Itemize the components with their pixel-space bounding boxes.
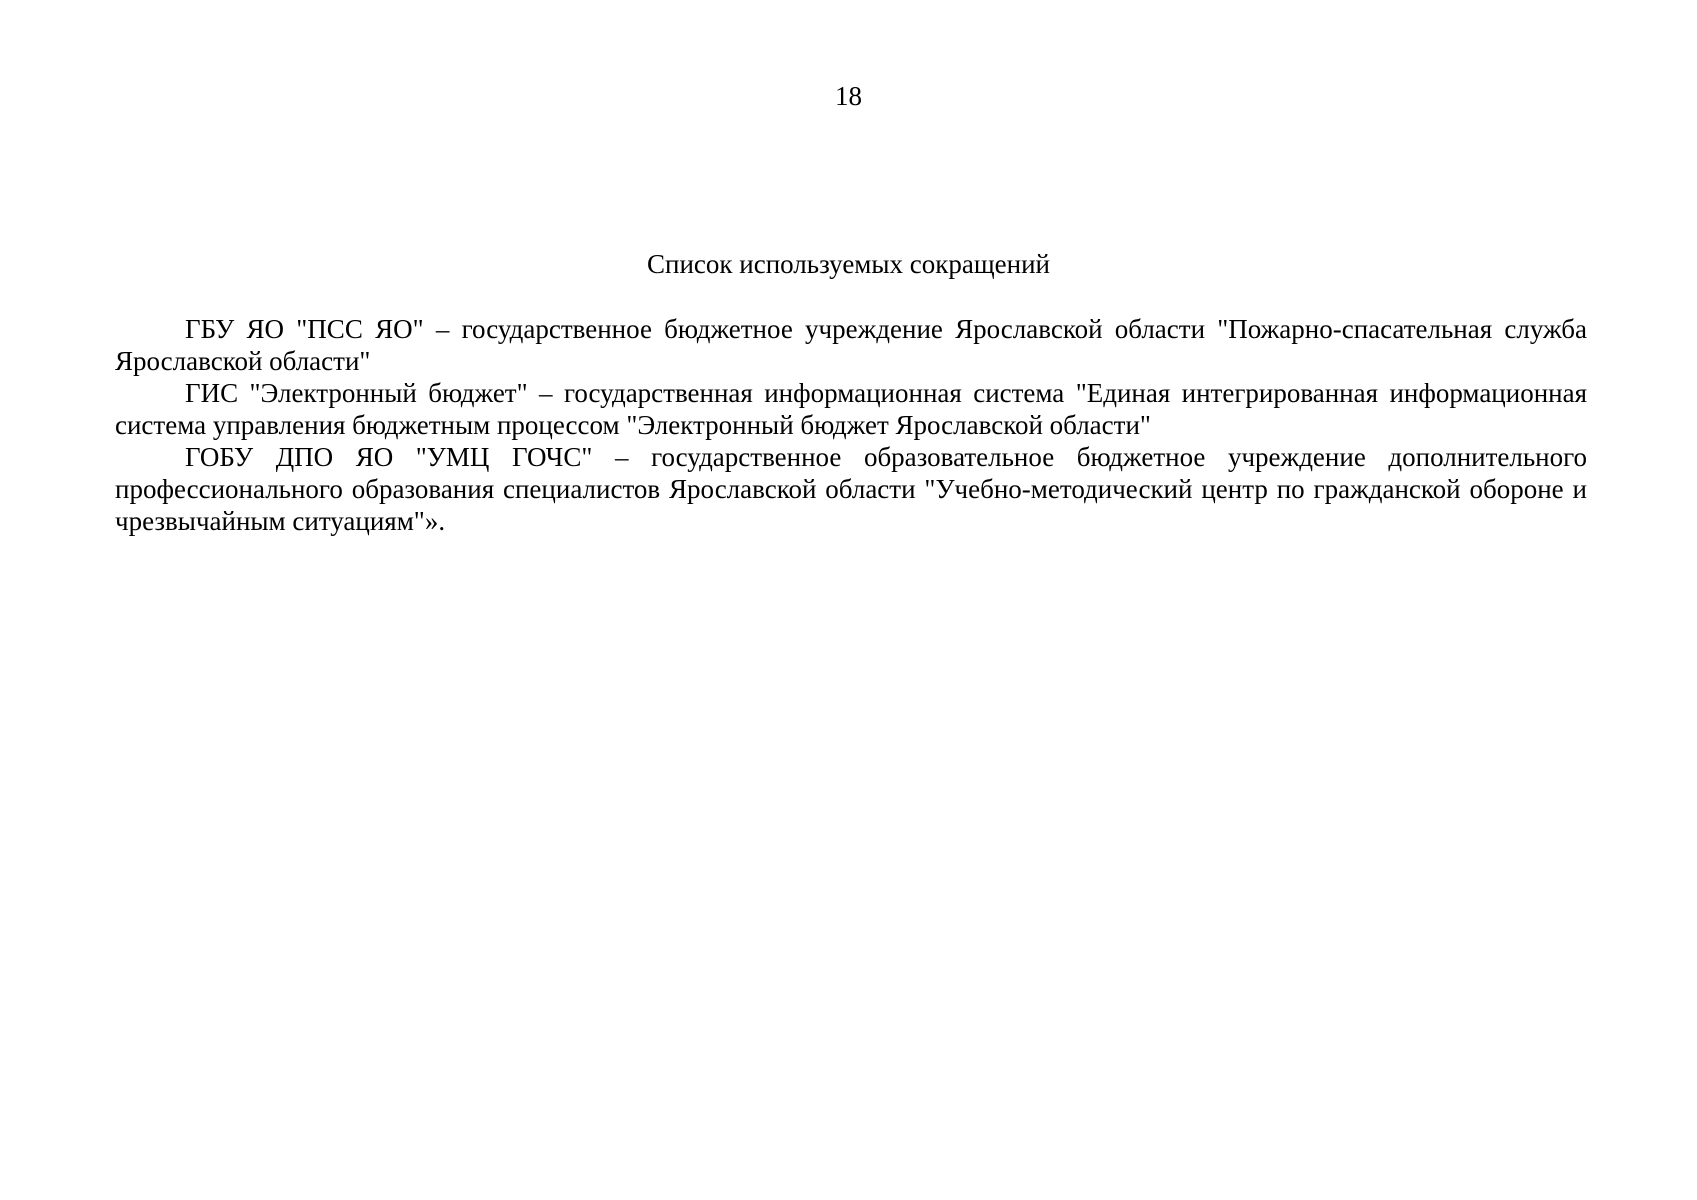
abbreviation-entry xyxy=(115,377,1587,441)
abbreviation-dash: – xyxy=(435,314,450,344)
abbreviation-list xyxy=(115,313,1587,537)
abbreviation-entry xyxy=(115,441,1587,537)
abbreviation-term: ГОБУ ДПО ЯО "УМЦ ГОЧС" xyxy=(185,442,593,472)
abbreviation-definition: государственное образовательное бюджетное учреждение дополнительного профессионального образования специалистов Ярославской области "Учебно-методический центр по гражданской обороне и чрезвычайным ситуациям"». xyxy=(115,442,1588,536)
abbreviation-entry xyxy=(115,313,1587,377)
abbreviation-term: ГБУ ЯО "ПСС ЯО" xyxy=(185,314,424,344)
abbreviation-definition: государственная информационная система "Единая интегрированная информационная система управления бюджетным процессом "Электронный бюджет Ярославской области" xyxy=(115,378,1588,440)
abbreviation-term: ГИС "Электронный бюджет" xyxy=(185,378,528,408)
abbreviation-definition: государственное бюджетное учреждение Ярославской области "Пожарно-спасательная служба Ярославской области" xyxy=(115,314,1588,376)
section-title: Список используемых сокращений xyxy=(647,249,1050,279)
abbreviation-dash: – xyxy=(539,378,553,408)
page-number: 18 xyxy=(835,81,862,111)
abbreviation-dash: – xyxy=(614,442,629,472)
